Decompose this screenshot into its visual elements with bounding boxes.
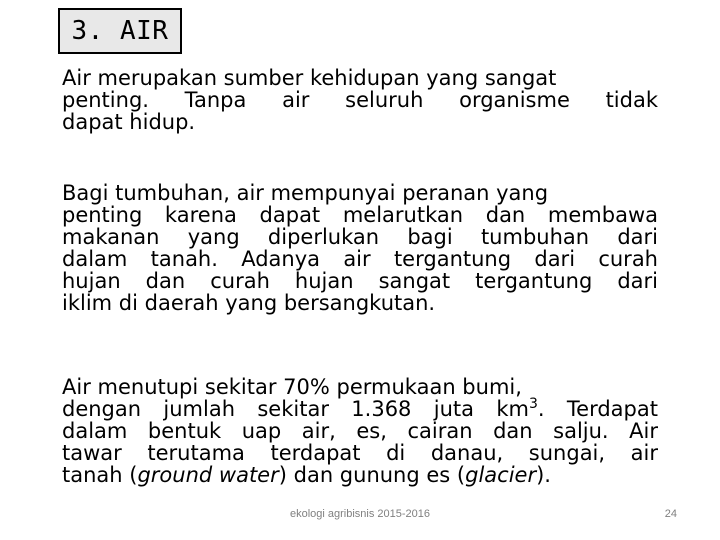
superscript-exponent: 3 — [528, 396, 538, 412]
page-number: 24 — [664, 508, 677, 520]
paragraph-3-text: ). — [536, 463, 551, 487]
paragraph-3-text: dengan jumlah sekitar 1.368 juta km — [62, 397, 529, 421]
paragraph-1-line: dapat hidup. — [62, 110, 196, 134]
paragraph-2-line: hujan dan curah hujan sangat tergantung dari — [62, 269, 658, 293]
footer-text: ekologi agribisnis 2015-2016 — [289, 508, 431, 520]
paragraph-2 — [62, 182, 658, 314]
slide-title-box — [58, 8, 182, 54]
paragraph-3-line: dalam bentuk uap air, es, cairan dan salju. Air — [62, 419, 658, 443]
paragraph-3-text: ) dan gunung es ( — [278, 463, 466, 487]
paragraph-2-line: Bagi tumbuhan, air mempunyai peranan yang — [62, 181, 549, 205]
paragraph-3-text: tanah ( — [62, 463, 138, 487]
paragraph-1-line: Air merupakan sumber kehidupan yang sangat — [62, 66, 557, 90]
paragraph-2-line: makanan yang diperlukan bagi tumbuhan dari — [62, 225, 658, 249]
paragraph-2-line: penting karena dapat melarutkan dan membawa — [62, 203, 658, 227]
paragraph-3 — [62, 376, 658, 486]
paragraph-3-line — [62, 464, 658, 486]
paragraph-3-line: Air menutupi sekitar 70% permukaan bumi, — [62, 375, 522, 399]
paragraph-2-line: dalam tanah. Adanya air tergantung dari curah — [62, 247, 658, 271]
paragraph-3-text: . Terdapat — [537, 397, 658, 421]
italic-term: glacier — [465, 463, 537, 487]
paragraph-2-line: iklim di daerah yang bersangkutan. — [62, 291, 436, 315]
paragraph-3-line: tawar terutama terdapat di danau, sungai, air — [62, 441, 658, 465]
italic-term: ground water — [137, 463, 279, 487]
paragraph-3-line — [62, 398, 658, 420]
paragraph-1-line: penting. Tanpa air seluruh organisme tidak — [62, 88, 658, 112]
paragraph-1 — [62, 67, 658, 133]
slide-title: 3. AIR — [71, 16, 169, 46]
